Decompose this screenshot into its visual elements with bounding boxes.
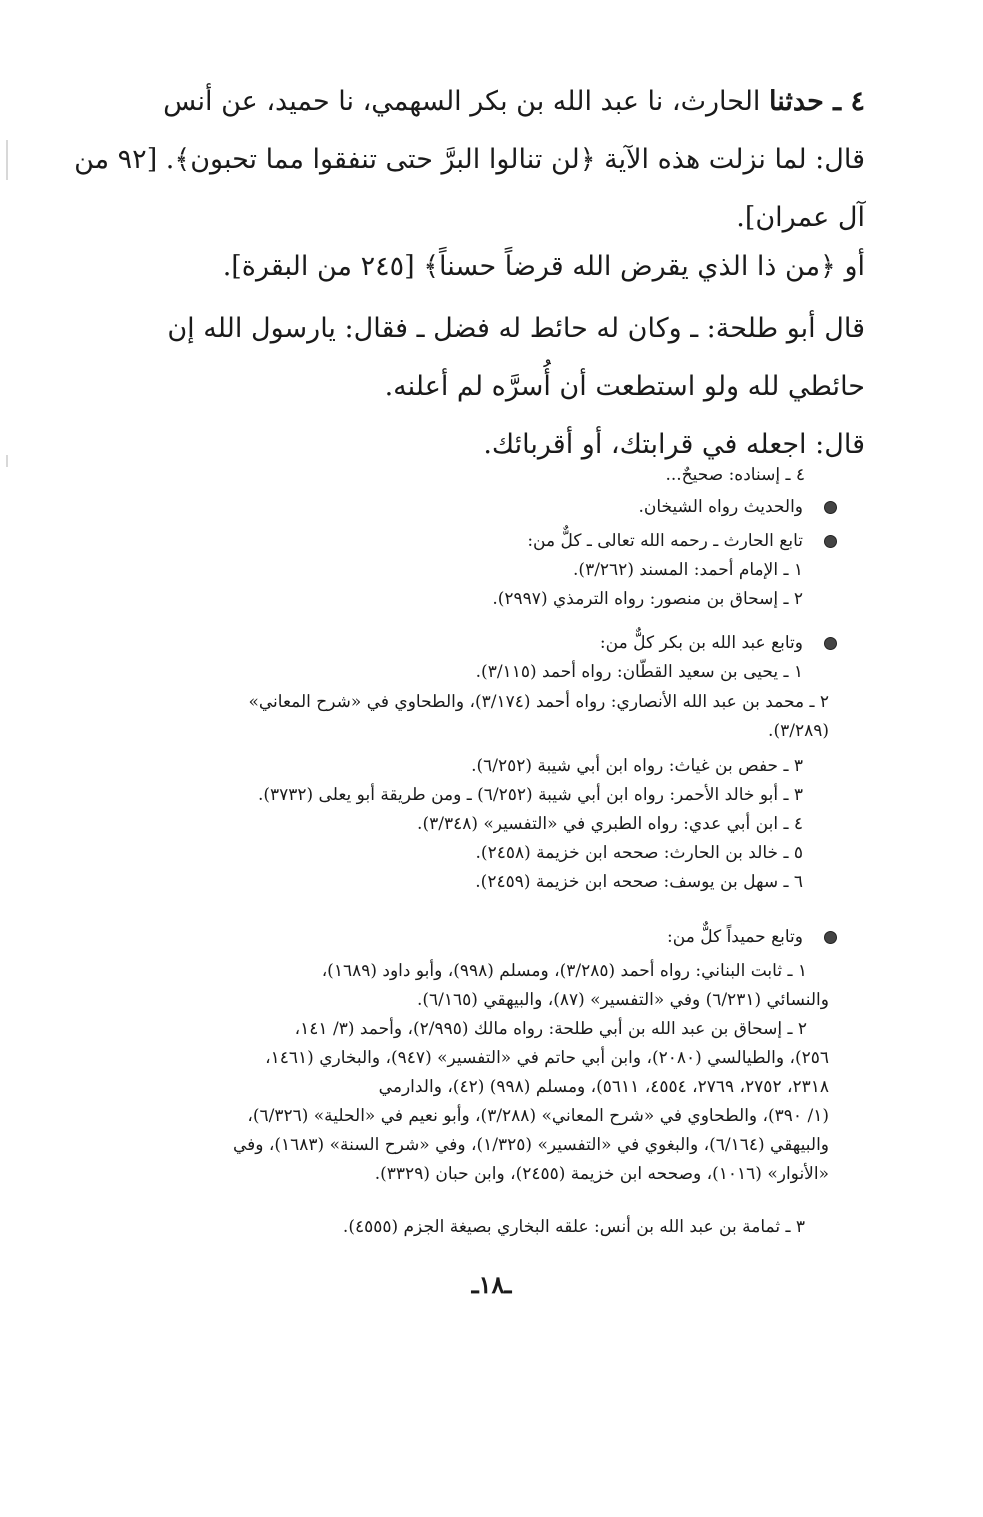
hadith-line: أو ﴿من ذا الذي يقرض الله قرضاً حسناً﴾ [٢٤٥ من البقرة]. bbox=[222, 251, 865, 282]
footnote-text: والحديث رواه الشيخان. bbox=[638, 497, 803, 517]
footnote-text: وتابع عبد الله بن بكر كلٌّ من: bbox=[599, 633, 803, 653]
left-margin-mark-lower bbox=[6, 455, 8, 467]
footnote-line: (١/ ٣٩٠)، والطحاوي في «شرح المعاني» (٣/٢٨٨)، وأبو نعيم في «الحلية» (٦/٣٢٦)، bbox=[247, 1106, 829, 1126]
footnote-bullet-line bbox=[152, 527, 803, 556]
hadith-lead: ٤ ـ حدثنا bbox=[769, 86, 865, 117]
footnote-line: ٣ ـ حفص بن غياث: رواه ابن أبي شيبة (٦/٢٥٢). bbox=[471, 756, 803, 776]
footnote-line: ٤ ـ ابن أبي عدي: رواه الطبري في «التفسير» (٣/٣٤٨). bbox=[417, 814, 803, 834]
footnote-block-5 bbox=[152, 688, 829, 746]
footnote-block-8 bbox=[152, 957, 829, 1189]
left-margin-mark bbox=[6, 140, 8, 180]
bullet-icon bbox=[824, 501, 837, 514]
footnote-line: ١ ـ يحيى بن سعيد القطّان: رواه أحمد (٣/١١٥). bbox=[475, 662, 803, 682]
footnote-line: ٢ ـ إسحاق بن عبد الله بن أبي طلحة: رواه مالك (٢/٩٩٥)، وأحمد (٣/ ١٤١، bbox=[294, 1019, 807, 1039]
footnote-line: ٢٥٦)، والطيالسي (٢٠٨٠)، وابن أبي حاتم في «التفسير» (٩٤٧)، والبخاري (١٤٦١، bbox=[265, 1048, 829, 1068]
footnote-text: تابع الحارث ـ رحمه الله تعالى ـ كلٌّ من: bbox=[527, 531, 803, 551]
hadith-text: الحارث، نا عبد الله بن بكر السهمي، نا حميد، عن أنس bbox=[163, 86, 770, 117]
footnote-bullet-line bbox=[152, 629, 803, 658]
footnote-block-9 bbox=[152, 1213, 805, 1242]
hadith-paragraph-1 bbox=[74, 73, 865, 247]
footnote-block-6 bbox=[152, 752, 803, 897]
hadith-line: حائطي لله ولو استطعت أن أُسرَّه لم أعلنه. bbox=[384, 371, 865, 402]
hadith-paragraph-3 bbox=[152, 300, 865, 416]
footnote-line: ٦ ـ سهل بن يوسف: صححه ابن خزيمة (٢٤٥٩). bbox=[475, 872, 803, 892]
footnote-line: ٣ ـ ثمامة بن عبد الله بن أنس: علقه البخاري بصيغة الجزم (٤٥٥٥). bbox=[342, 1217, 805, 1237]
hadith-line: آل عمران]. bbox=[736, 202, 865, 233]
bullet-icon bbox=[824, 637, 837, 650]
footnote-bullet-line bbox=[152, 493, 803, 522]
footnote-line: (٣/٢٨٩). bbox=[768, 721, 829, 741]
hadith-line: قال: لما نزلت هذه الآية ﴿لن تنالوا البرَّ حتى تنفقوا مما تحبون﴾. [٩٢ من bbox=[74, 144, 865, 175]
footnote-block-7 bbox=[152, 923, 803, 952]
footnote-line: «الأنوار» (١٠١٦)، وصححه ابن خزيمة (٢٤٥٥)، وابن حبان (٣٣٢٩). bbox=[374, 1164, 829, 1184]
hadith-line bbox=[152, 73, 865, 131]
hadith-paragraph-2 bbox=[152, 238, 865, 296]
footnote-line: ٢ ـ محمد بن عبد الله الأنصاري: رواه أحمد (٣/١٧٤)، والطحاوي في «شرح المعاني» bbox=[248, 692, 829, 712]
bullet-icon bbox=[824, 535, 837, 548]
footnote-line: ٤ ـ إسناده: صحيحٌ... bbox=[665, 465, 805, 485]
footnote-block-4 bbox=[152, 629, 803, 687]
footnote-line: ٢٣١٨، ٢٧٥٢، ٢٧٦٩، ٤٥٥٤، ٥٦١١)، ومسلم (٩٩٨) (٤٢)، والدارمي bbox=[378, 1077, 829, 1097]
footnote-line: والنسائي (٦/٢٣١) وفي «التفسير» (٨٧)، والبيهقي (٦/١٦٥). bbox=[416, 990, 829, 1010]
footnote-text: وتابع حميداً كلٌّ من: bbox=[667, 927, 803, 947]
footnote-line: ١ ـ ثابت البناني: رواه أحمد (٣/٢٨٥)، ومسلم (٩٩٨)، وأبو داود (١٦٨٩)، bbox=[321, 961, 807, 981]
hadith-line: قال: اجعله في قرابتك، أو أقربائك. bbox=[483, 429, 865, 460]
footnote-line: ٣ ـ أبو خالد الأحمر: رواه ابن أبي شيبة (٦/٢٥٢) ـ ومن طريقة أبو يعلى (٣٧٣٢). bbox=[257, 785, 803, 805]
footnote-line: والبيهقي (٦/١٦٤)، والبغوي في «التفسير» (١/٣٢٥)، وفي «شرح السنة» (١٦٨٣)، وفي bbox=[232, 1135, 829, 1155]
footnote-line: ٥ ـ خالد بن الحارث: صححه ابن خزيمة (٢٤٥٨). bbox=[475, 843, 803, 863]
footnote-line: ١ ـ الإمام أحمد: المسند (٣/٢٦٢). bbox=[573, 560, 803, 580]
hadith-line: قال أبو طلحة: ـ وكان له حائط له فضل ـ فقال: يارسول الله إن bbox=[167, 313, 865, 344]
footnote-bullet-line bbox=[152, 923, 803, 952]
footnote-block-3 bbox=[152, 527, 803, 614]
page-number: ـ١٨ـ bbox=[471, 1270, 512, 1299]
footnote-block-1 bbox=[152, 461, 805, 490]
bullet-icon bbox=[824, 931, 837, 944]
footnote-line: ٢ ـ إسحاق بن منصور: رواه الترمذي (٢٩٩٧). bbox=[492, 589, 803, 609]
footnote-block-2 bbox=[152, 493, 803, 522]
